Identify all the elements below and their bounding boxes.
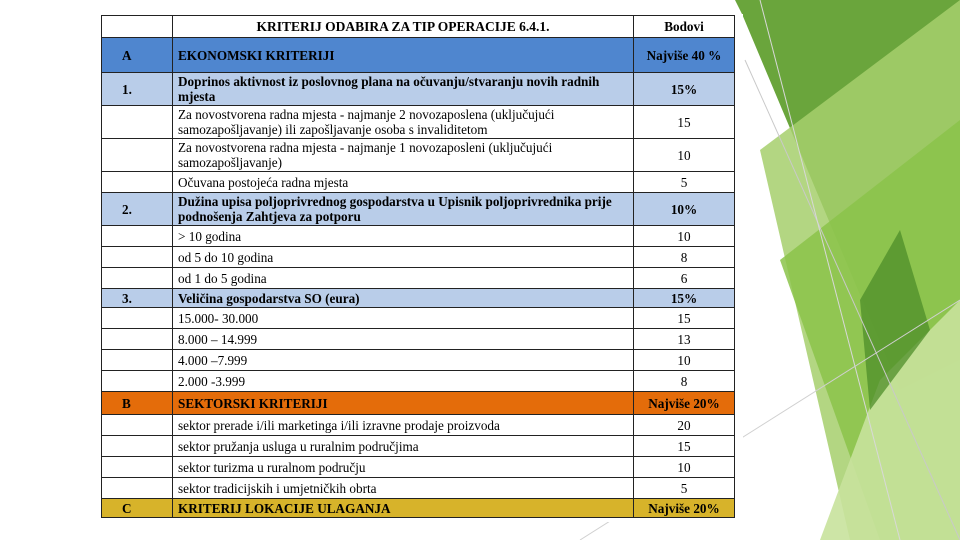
criterion-label: 15.000- 30.000 (173, 308, 634, 329)
table-row (102, 436, 735, 457)
criterion-points: 5 (634, 478, 735, 499)
group-row (102, 73, 735, 106)
blank-cell (102, 415, 173, 436)
table-row (102, 415, 735, 436)
group-row (102, 289, 735, 308)
criterion-label: 2.000 -3.999 (173, 371, 634, 392)
blank-cell (102, 172, 173, 193)
table-row (102, 106, 735, 139)
blank-cell (102, 371, 173, 392)
table-header-row (102, 16, 735, 38)
section-code: C (102, 499, 173, 518)
group-title: Doprinos aktivnost iz poslovnog plana na očuvanju/stvaranju novih radnih mjesta (173, 73, 634, 106)
criterion-label: 4.000 –7.999 (173, 350, 634, 371)
table-edge (735, 14, 743, 520)
group-code: 3. (102, 289, 173, 308)
criterion-points: 10 (634, 350, 735, 371)
header-title: KRITERIJ ODABIRA ZA TIP OPERACIJE 6.4.1. (173, 16, 634, 38)
section-row (102, 392, 735, 415)
blank-cell (102, 247, 173, 268)
criterion-label: Očuvana postojeća radna mjesta (173, 172, 634, 193)
blank-cell (102, 436, 173, 457)
section-code: B (102, 392, 173, 415)
criterion-label: > 10 godina (173, 226, 634, 247)
group-code: 1. (102, 73, 173, 106)
table-row (102, 457, 735, 478)
blank-cell (102, 329, 173, 350)
group-points: 10% (634, 193, 735, 226)
section-row (102, 499, 735, 518)
criterion-points: 20 (634, 415, 735, 436)
table-row (102, 268, 735, 289)
header-points: Bodovi (634, 16, 735, 38)
blank-cell (102, 139, 173, 172)
table-row (102, 478, 735, 499)
blank-cell (102, 226, 173, 247)
section-title: EKONOMSKI KRITERIJI (173, 38, 634, 73)
table-row (102, 350, 735, 371)
criterion-points: 15 (634, 436, 735, 457)
header-code (102, 16, 173, 38)
blank-cell (102, 106, 173, 139)
table-row (102, 247, 735, 268)
criterion-points: 8 (634, 247, 735, 268)
criterion-label: sektor turizma u ruralnom području (173, 457, 634, 478)
criterion-points: 6 (634, 268, 735, 289)
group-row (102, 193, 735, 226)
criterion-label: sektor prerade i/ili marketinga i/ili izravne prodaje proizvoda (173, 415, 634, 436)
table-row (102, 329, 735, 350)
table-row (102, 371, 735, 392)
criterion-label: sektor pružanja usluga u ruralnim područjima (173, 436, 634, 457)
section-title: KRITERIJ LOKACIJE ULAGANJA (173, 499, 634, 518)
section-title: SEKTORSKI KRITERIJI (173, 392, 634, 415)
criterion-points: 8 (634, 371, 735, 392)
criterion-points: 15 (634, 106, 735, 139)
section-points: Najviše 40 % (634, 38, 735, 73)
blank-cell (102, 268, 173, 289)
section-points: Najviše 20% (634, 392, 735, 415)
criterion-label: od 1 do 5 godina (173, 268, 634, 289)
criterion-points: 13 (634, 329, 735, 350)
criterion-label: Za novostvorena radna mjesta - najmanje 1 novozaposleni (uključujući samozapošljavanje) (173, 139, 634, 172)
group-points: 15% (634, 289, 735, 308)
criterion-points: 10 (634, 139, 735, 172)
criterion-label: Za novostvorena radna mjesta - najmanje 2 novozaposlena (uključujući samozapošljavanje) ili zapošljavanje osoba s invaliditetom (173, 106, 634, 139)
table-row (102, 308, 735, 329)
group-points: 15% (634, 73, 735, 106)
criterion-points: 15 (634, 308, 735, 329)
table-row (102, 226, 735, 247)
section-points: Najviše 20% (634, 499, 735, 518)
criterion-points: 5 (634, 172, 735, 193)
blank-cell (102, 457, 173, 478)
group-title: Veličina gospodarstva SO (eura) (173, 289, 634, 308)
group-code: 2. (102, 193, 173, 226)
blank-cell (102, 478, 173, 499)
criterion-points: 10 (634, 457, 735, 478)
section-row (102, 38, 735, 73)
criterion-label: od 5 do 10 godina (173, 247, 634, 268)
blank-cell (102, 308, 173, 329)
table-row (102, 172, 735, 193)
criterion-label: 8.000 – 14.999 (173, 329, 634, 350)
criterion-points: 10 (634, 226, 735, 247)
section-code: A (102, 38, 173, 73)
criterion-label: sektor tradicijskih i umjetničkih obrta (173, 478, 634, 499)
group-title: Dužina upisa poljoprivrednog gospodarstva u Upisnik poljoprivrednika prije podnošenja Zahtjeva za potporu (173, 193, 634, 226)
criteria-table (101, 15, 735, 522)
blank-cell (102, 350, 173, 371)
table-row (102, 139, 735, 172)
